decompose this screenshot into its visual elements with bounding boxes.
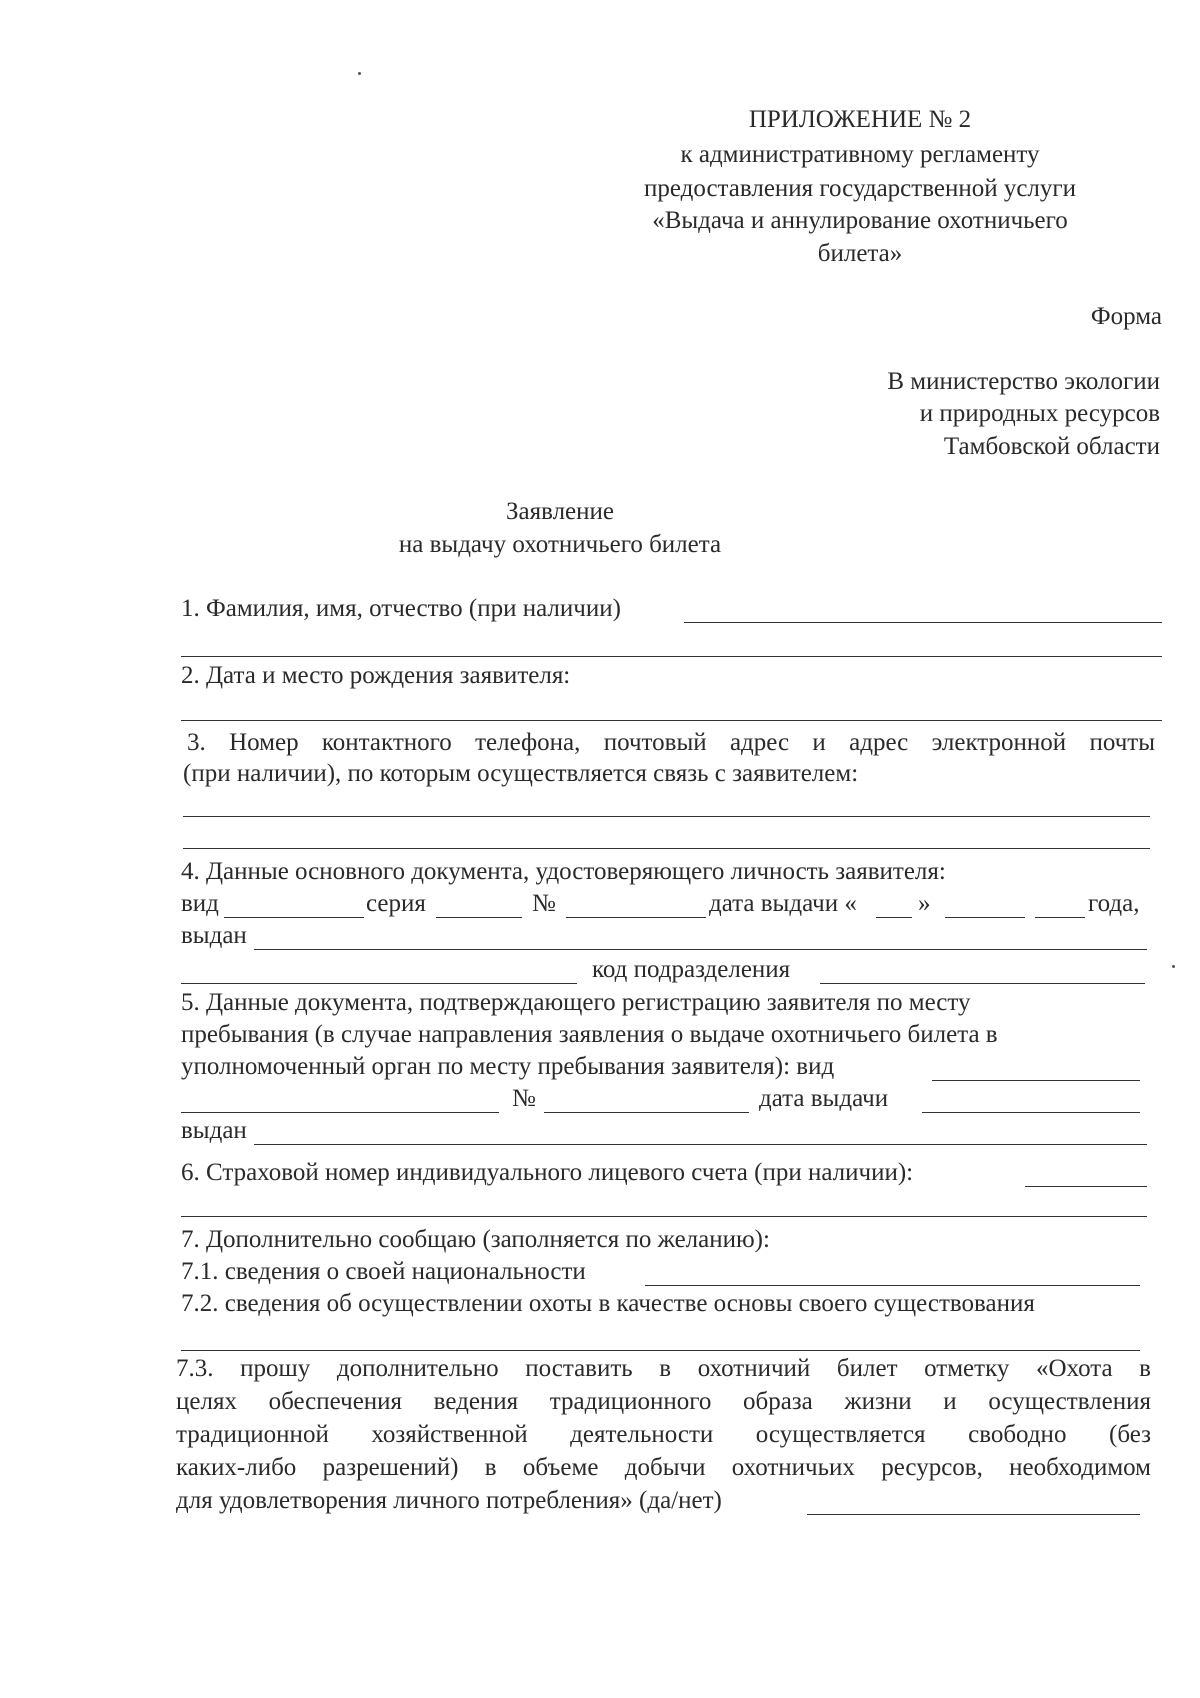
reg-doc-number-label: № [512, 1085, 536, 1112]
nationality-field[interactable] [645, 1285, 1140, 1286]
form-label: Форма [1090, 303, 1162, 330]
division-code-field[interactable] [820, 983, 1145, 984]
reg-doc-number-field[interactable] [544, 1112, 749, 1113]
item-5-line: пребывания (в случае направления заявления о выдаче охотничьего билета в [181, 1021, 998, 1048]
item-7-2-label: 7.2. сведения об осуществлении охоты в качестве основы своего существования [181, 1290, 1035, 1317]
item-7-1-label: 7.1. сведения о своей национальности [181, 1258, 586, 1285]
item-6-label: 6. Страховой номер индивидуального лицевого счета (при наличии): [181, 1159, 914, 1186]
document-heading: Заявление [505, 498, 615, 525]
doc-issue-month-field[interactable] [945, 917, 1025, 918]
doc-number-label: № [532, 890, 556, 917]
hunting-livelihood-field[interactable] [181, 1350, 1140, 1351]
full-name-field[interactable] [684, 622, 1162, 623]
appendix-line: «Выдача и аннулирование охотничьего [652, 207, 1068, 234]
contacts-field-continued[interactable] [183, 848, 1150, 849]
reg-doc-date-field[interactable] [922, 1112, 1140, 1113]
reg-doc-type-field[interactable] [932, 1080, 1140, 1081]
issued-by-field-continued[interactable] [181, 983, 577, 984]
issued-by-label: выдан [181, 922, 247, 949]
full-name-field-continued[interactable] [181, 656, 1162, 657]
scan-speck [358, 72, 361, 75]
reg-doc-date-label: дата выдачи [759, 1085, 889, 1112]
item-7-3-line: для удовлетворения личного потребления» (да/нет) [176, 1487, 722, 1514]
item-7-3-line: 7.3. прошу дополнительно поставить в охотничий билет отметку «Охота в [176, 1355, 1151, 1382]
appendix-title: ПРИЛОЖЕНИЕ № 2 [748, 106, 972, 133]
item-7-3-line: традиционной хозяйственной деятельности осуществляется свободно (без [176, 1421, 1151, 1448]
appendix-line: к административному регламенту [680, 141, 1040, 168]
division-code-label: код подразделения [592, 956, 791, 983]
addressee-line: и природных ресурсов [919, 400, 1160, 427]
doc-type-label: вид [181, 890, 219, 917]
snils-field[interactable] [1025, 1186, 1147, 1187]
doc-issue-year-field[interactable] [1035, 917, 1085, 918]
doc-issue-day-field[interactable] [876, 917, 912, 918]
item-5-line: уполномоченный орган по месту пребывания заявителя): вид [181, 1053, 835, 1080]
appendix-line: предоставления государственной услуги [643, 175, 1077, 202]
snils-field-continued[interactable] [181, 1216, 1147, 1217]
contacts-field[interactable] [183, 816, 1150, 817]
item-2-label: 2. Дата и место рождения заявителя: [181, 662, 571, 689]
doc-number-field[interactable] [566, 917, 706, 918]
item-3-line: (при наличии), по которым осуществляется связь с заявителем: [183, 760, 859, 787]
reg-issued-by-label: выдан [181, 1117, 247, 1144]
scan-speck [1172, 965, 1175, 968]
doc-type-field[interactable] [224, 917, 364, 918]
traditional-hunting-mark-field[interactable] [807, 1514, 1140, 1515]
item-5-line: 5. Данные документа, подтверждающего регистрацию заявителя по месту [181, 989, 971, 1016]
document-subheading: на выдачу охотничьего билета [398, 531, 722, 558]
addressee-line: Тамбовской области [943, 433, 1160, 460]
item-7-label: 7. Дополнительно сообщаю (заполняется по желанию): [181, 1226, 770, 1253]
issued-by-field[interactable] [254, 949, 1147, 950]
addressee-line: В министерство экологии [887, 368, 1160, 395]
item-1-label: 1. Фамилия, имя, отчество (при наличии) [181, 595, 621, 622]
item-7-3-line: целях обеспечения ведения традиционного образа жизни и осуществления [176, 1388, 1151, 1415]
item-3-line: 3. Номер контактного телефона, почтовый адрес и адрес электронной почты [187, 729, 1155, 756]
quote-close: » [918, 890, 931, 917]
year-suffix: года, [1088, 890, 1140, 917]
doc-series-label: серия [366, 890, 426, 917]
appendix-line: билета» [817, 240, 903, 267]
doc-series-field[interactable] [436, 917, 522, 918]
birth-date-place-field[interactable] [181, 720, 1162, 721]
doc-issue-date-label: дата выдачи « [709, 890, 857, 917]
reg-doc-type-field-continued[interactable] [181, 1112, 499, 1113]
item-4-label: 4. Данные основного документа, удостоверяющего личность заявителя: [181, 858, 946, 885]
item-7-3-line: каких-либо разрешений) в объеме добычи охотничьих ресурсов, необходимом [176, 1454, 1151, 1481]
reg-issued-by-field[interactable] [254, 1144, 1147, 1145]
